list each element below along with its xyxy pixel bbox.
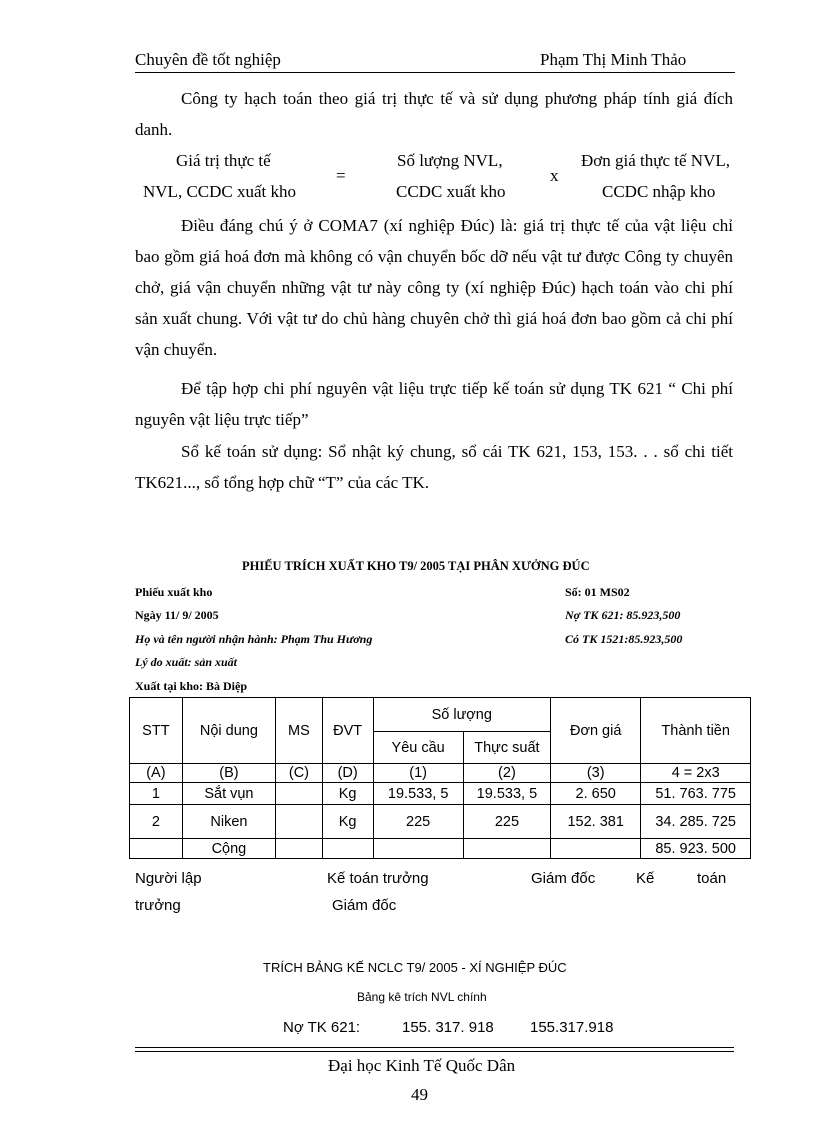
total-row: [130, 839, 751, 859]
formula-mid-bottom: CCDC xuất kho: [396, 182, 506, 201]
total-amount: 85. 923. 500: [641, 839, 751, 859]
formula-rhs-bottom: CCDC nhập kho: [602, 182, 716, 201]
slip-line-4: Lý do xuất: sản xuất: [135, 655, 238, 669]
cell-ms: [276, 805, 323, 839]
header-right: Phạm Thị Minh Thảo: [540, 50, 687, 69]
extract-title: TRÍCH BẢNG KẾ NCLC T9/ 2005 - XÍ NGHIỆP ĐÚC: [263, 960, 567, 975]
slip-title: PHIẾU TRÍCH XUẤT KHO T9/ 2005 TẠI PHÂN XƯỞNG ĐÚC: [242, 559, 590, 573]
code-cell: (1): [373, 764, 463, 783]
formula-lhs-top: Giá trị thực tế: [176, 151, 271, 170]
cell-stt: 1: [130, 783, 183, 805]
slip-number: Số: 01 MS02: [565, 585, 630, 599]
cell-actual: 225: [463, 805, 550, 839]
paragraph-1: Công ty hạch toán theo giá trị thực tế và sử dụng phương pháp tính giá đích danh.: [135, 89, 733, 139]
slip-line-2: Ngày 11/ 9/ 2005: [135, 608, 219, 622]
cell-content: Sắt vụn: [182, 783, 275, 805]
cell-required: 225: [373, 805, 463, 839]
header-stt: STT: [130, 698, 183, 764]
cell-amount: 34. 285. 725: [641, 805, 751, 839]
issue-slip-table: [129, 697, 751, 859]
footer-rule-top: [135, 1047, 734, 1048]
formula-mid-top: Số lượng NVL,: [397, 151, 503, 170]
page-number: 49: [411, 1085, 428, 1104]
paragraph-2: Điều đáng chú ý ở COMA7 (xí nghiệp Đúc) là: giá trị thực tế của vật liệu chỉ bao gồm giá hoá đơn mà không có vận chuyển bốc dỡ nếu vật tư được Công ty chuyên chở, giá vận chuyển những vật tư này công ty (xí nghiệp Đúc) hạch toán vào chi phí sản xuất chung. Với vật tư do chủ hàng chuyên chở thì giá hoá đơn bao gồm cả chi phí vận chuyển.: [135, 216, 733, 359]
cell-actual: 19.533, 5: [463, 783, 550, 805]
extract-value-2: 155.317.918: [530, 1019, 614, 1036]
cell-price: 152. 381: [551, 805, 641, 839]
extract-value-1: 155. 317. 918: [402, 1019, 494, 1036]
cell-content: Niken: [182, 805, 275, 839]
table-row: [130, 783, 751, 805]
formula-lhs-bottom: NVL, CCDC xuất kho: [143, 182, 296, 201]
footer-rule-bottom: [135, 1051, 734, 1052]
header-left: Chuyên đề tốt nghiệp: [135, 50, 281, 69]
slip-line-1: Phiếu xuất kho: [135, 585, 213, 599]
header-content: Nội dung: [182, 698, 275, 764]
formula-rhs-top: Đơn giá thực tế NVL,: [581, 151, 730, 170]
extract-subtitle: Bảng kê trích NVL chính: [357, 990, 487, 1004]
code-cell: (C): [276, 764, 323, 783]
header-amount: Thành tiền: [641, 698, 751, 764]
signature-toan: toán: [697, 870, 727, 887]
signature-chief-accountant: Kế toán trưởng: [327, 870, 429, 887]
paragraph-4: Sổ kế toán sử dụng: Sổ nhật ký chung, sổ cái TK 621, 153, 153. . . sổ chi tiết TK621..., sổ tổng hợp chữ “T” của các TK.: [135, 442, 733, 492]
code-row: [130, 764, 751, 783]
signature-truong: trưởng: [135, 897, 181, 914]
extract-label: Nợ TK 621:: [283, 1019, 361, 1036]
header-qty-actual: Thực suất: [463, 732, 550, 764]
signature-director-2: Giám đốc: [332, 897, 397, 914]
cell-ms: [276, 783, 323, 805]
slip-line-3: Họ và tên người nhận hành: Phạm Thu Hương: [135, 632, 373, 646]
cell-unit: Kg: [322, 805, 373, 839]
cell-required: 19.533, 5: [373, 783, 463, 805]
signature-preparer: Người lập: [135, 870, 202, 887]
header-price: Đơn giá: [551, 698, 641, 764]
slip-line-5: Xuất tại kho: Bà Diệp: [135, 679, 248, 693]
code-cell: (D): [322, 764, 373, 783]
header-qty-required: Yêu cầu: [373, 732, 463, 764]
signature-director: Giám đốc: [531, 870, 596, 887]
code-cell: (B): [182, 764, 275, 783]
table-row: [130, 805, 751, 839]
code-cell: (3): [551, 764, 641, 783]
signature-ke: Kế: [636, 870, 655, 887]
code-cell: 4 = 2x3: [641, 764, 751, 783]
cell-amount: 51. 763. 775: [641, 783, 751, 805]
cell-stt: 2: [130, 805, 183, 839]
header-rule: [135, 72, 735, 73]
slip-credit: Có TK 1521:85.923,500: [565, 632, 683, 646]
formula-equals: =: [336, 166, 346, 185]
paragraph-3: Để tập hợp chi phí nguyên vật liệu trực tiếp kế toán sử dụng TK 621 “ Chi phí nguyên vật liệu trực tiếp”: [135, 379, 733, 429]
header-ms: MS: [276, 698, 323, 764]
code-cell: (A): [130, 764, 183, 783]
header-quantity: Số lượng: [373, 698, 551, 732]
cell-unit: Kg: [322, 783, 373, 805]
slip-debit: Nợ TK 621: 85.923,500: [565, 608, 681, 622]
formula-times: x: [550, 166, 559, 185]
header-unit: ĐVT: [322, 698, 373, 764]
code-cell: (2): [463, 764, 550, 783]
cell-price: 2. 650: [551, 783, 641, 805]
total-label: Cộng: [182, 839, 275, 859]
footer-school: Đại học Kinh Tế Quốc Dân: [328, 1056, 516, 1075]
